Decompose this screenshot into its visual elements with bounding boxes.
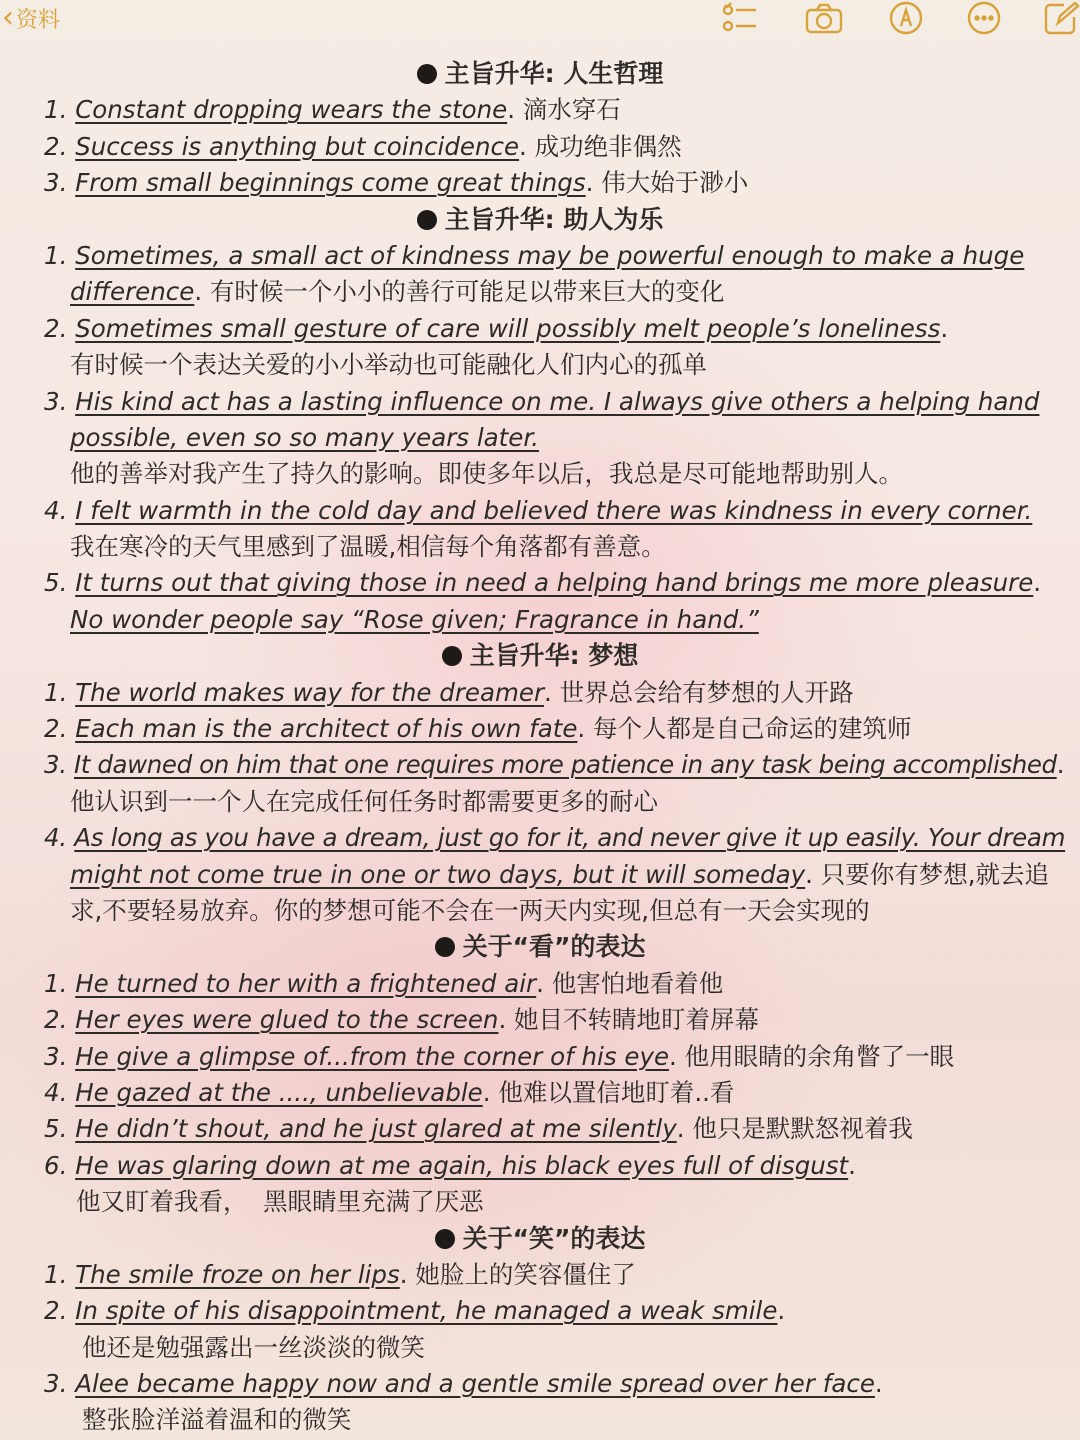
item-number: 4. (44, 495, 68, 525)
chinese-translation: 伟大始于渺小 (601, 168, 749, 198)
item-number: 6. (44, 1150, 68, 1180)
english-phrase: might not come true in one or two days, but it will someday (70, 859, 806, 889)
punct: . (577, 714, 586, 744)
list-item-continuation (0, 347, 1080, 383)
chinese-translation: 滴水穿石 (522, 95, 621, 125)
item-number: 4. (44, 823, 67, 853)
item-number: 1. (44, 968, 68, 998)
heading-text: 主旨升华: 人生哲理 (444, 59, 664, 88)
chinese-translation: 他认识到一一个人在完成任何任务时都需要更多的耐心 (70, 786, 658, 816)
chinese-translation: 他的善举对我产生了持久的影响。即使多年以后，我总是尽可能地帮助别人。 (70, 459, 903, 489)
chinese-translation: 有时候一个表达关爱的小小举动也可能融化人们内心的孤单 (70, 350, 707, 380)
compose-icon[interactable] (1042, 0, 1080, 36)
english-phrase: Each man is the architect of his own fate (75, 714, 578, 744)
english-phrase: In spite of his disappointment, he managed a weak smile (75, 1296, 778, 1326)
chinese-translation: 只要你有梦想,就去追 (820, 859, 1050, 889)
punct: . (507, 95, 516, 125)
item-number: 3. (44, 1041, 68, 1071)
item-number: 5. (44, 1114, 68, 1144)
item-number: 4. (44, 1077, 68, 1107)
punct: . (194, 277, 203, 307)
section-heading (0, 56, 1080, 92)
bullet-dot (435, 937, 455, 957)
english-phrase: No wonder people say “Rose given; Fragrance in hand.” (70, 604, 759, 634)
english-phrase: It dawned on him that one requires more patience in any task being accomplished (73, 750, 1057, 780)
english-phrase: possible, even so so many years later. (70, 422, 539, 452)
item-number: 2. (44, 131, 68, 161)
back-button[interactable] (2, 0, 60, 36)
bullet-dot (417, 64, 437, 84)
english-phrase: The smile froze on her lips (75, 1259, 400, 1289)
list-item (0, 165, 1080, 201)
list-item-continuation (0, 1184, 1080, 1220)
item-number: 3. (44, 386, 68, 416)
punct: . (940, 313, 949, 343)
english-phrase: Her eyes were glued to the screen (75, 1005, 499, 1035)
chinese-translation: 他还是勉强露出一丝淡淡的微笑 (82, 1332, 425, 1362)
english-phrase: He give a glimpse of...from the corner of his eye (75, 1041, 670, 1071)
punct: . (1033, 568, 1042, 598)
chinese-translation: 他害怕地看着他 (551, 968, 724, 998)
list-item-continuation (0, 893, 1080, 929)
list-item-continuation (0, 274, 1080, 310)
chinese-translation: 有时候一个小小的善行可能足以带来巨大的变化 (209, 277, 725, 307)
item-number: 1. (44, 95, 68, 125)
list-item-continuation (0, 420, 1080, 456)
list-item (0, 747, 1080, 783)
english-phrase: His kind act has a lasting influence on me. I always give others a helping hand (75, 386, 1040, 416)
checklist-icon[interactable] (720, 0, 760, 36)
punct: . (519, 131, 527, 161)
bullet-dot (442, 646, 462, 666)
list-item (0, 1366, 1080, 1402)
english-phrase: From small beginnings come great things (75, 168, 586, 198)
heading-text: 主旨升华: 助人为乐 (444, 204, 664, 234)
chinese-translation: 她脸上的笑容僵住了 (415, 1259, 636, 1289)
punct: . (399, 1259, 408, 1289)
list-item (0, 384, 1080, 420)
punct: . (805, 859, 813, 889)
list-item (0, 565, 1080, 601)
english-phrase: He was glaring down at me again, his black eyes full of disgust (75, 1150, 849, 1180)
english-phrase: It turns out that giving those in need a helping hand brings me more pleasure (75, 568, 1034, 598)
section-heading (0, 202, 1080, 238)
punct: . (544, 677, 552, 707)
chevron-left-icon: ‹ (2, 0, 14, 35)
english-phrase: He gazed at the ...., unbelievable (75, 1077, 483, 1107)
list-item-continuation (0, 529, 1080, 565)
list-item-continuation (0, 1330, 1080, 1366)
punct: . (585, 168, 594, 198)
chinese-translation: 求,不要轻易放弃。你的梦想可能不会在一两天内实现,但总有一天会实现的 (70, 895, 870, 925)
english-phrase: He didn’t shout, and he just glared at me silently (75, 1114, 677, 1144)
list-item-continuation (0, 602, 1080, 638)
camera-icon[interactable] (804, 0, 844, 36)
list-item (0, 675, 1080, 711)
chinese-translation: 我在寒冷的天气里感到了温暖,相信每个角落都有善意。 (70, 532, 666, 562)
punct: . (536, 968, 544, 998)
list-item (0, 1111, 1080, 1147)
chinese-translation: 他用眼睛的余角瞥了一眼 (684, 1041, 955, 1071)
section-heading (0, 638, 1080, 674)
heading-text: 主旨升华: 梦想 (469, 641, 639, 671)
list-item (0, 1039, 1080, 1075)
chinese-translation: 他难以置信地盯着..看 (498, 1077, 735, 1107)
section-heading (0, 1221, 1080, 1257)
bullet-dot (417, 210, 437, 230)
heading-text: 关于“笑”的表达 (462, 1223, 646, 1253)
list-item (0, 820, 1080, 856)
section-heading (0, 929, 1080, 965)
more-icon[interactable] (964, 0, 1004, 36)
item-number: 3. (44, 168, 68, 198)
list-item (0, 493, 1080, 529)
list-item (0, 1257, 1080, 1293)
list-item (0, 966, 1080, 1002)
punct: . (498, 1005, 507, 1035)
list-item (0, 311, 1080, 347)
punct: . (669, 1041, 677, 1071)
item-number: 2. (44, 1005, 68, 1035)
chinese-translation: 他只是默默怒视着我 (692, 1114, 913, 1144)
markup-pen-icon[interactable] (886, 0, 926, 36)
punct: . (777, 1296, 786, 1326)
list-item (0, 1002, 1080, 1038)
punct: . (848, 1150, 856, 1180)
list-item (0, 1148, 1080, 1184)
english-phrase: Sometimes small gesture of care will possibly melt people’s loneliness (75, 313, 941, 343)
item-number: 3. (44, 750, 67, 780)
list-item (0, 1293, 1080, 1329)
item-number: 1. (44, 1259, 68, 1289)
list-item (0, 1075, 1080, 1111)
list-item (0, 92, 1080, 128)
list-item (0, 711, 1080, 747)
item-number: 5. (44, 568, 68, 598)
punct: . (676, 1114, 685, 1144)
item-number: 1. (44, 240, 68, 270)
english-phrase: difference (70, 277, 195, 307)
english-phrase: Success is anything but coincidence (75, 131, 520, 161)
bullet-dot (435, 1229, 455, 1249)
punct: . (874, 1369, 883, 1399)
english-phrase: I felt warmth in the cold day and believed there was kindness in every corner. (75, 495, 1033, 525)
english-phrase: He turned to her with a frightened air (75, 968, 537, 998)
list-item-continuation (0, 1402, 1080, 1438)
chinese-translation: 她目不转睛地盯着屏幕 (514, 1005, 760, 1035)
list-item-continuation (0, 784, 1080, 820)
list-item-continuation (0, 456, 1080, 492)
chinese-translation: 整张脸洋溢着温和的微笑 (82, 1405, 352, 1435)
note-body[interactable] (0, 56, 1080, 1439)
item-number: 2. (44, 714, 68, 744)
chinese-translation: 每个人都是自己命运的建筑师 (593, 714, 912, 744)
english-phrase: Sometimes, a small act of kindness may be powerful enough to make a huge (75, 240, 1025, 270)
item-number: 2. (44, 1296, 68, 1326)
heading-text: 关于“看”的表达 (462, 932, 646, 962)
chinese-translation: 成功绝非偶然 (534, 131, 682, 161)
english-phrase: Constant dropping wears the stone (75, 95, 508, 125)
english-phrase: The world makes way for the dreamer (75, 677, 545, 707)
item-number: 1. (44, 677, 68, 707)
notes-toolbar (0, 0, 1080, 40)
item-number: 2. (44, 313, 68, 343)
list-item (0, 238, 1080, 274)
chinese-translation: 他又盯着我看， 黑眼睛里充满了厌恶 (76, 1187, 484, 1217)
list-item (0, 129, 1080, 165)
english-phrase: Alee became happy now and a gentle smile spread over her face (75, 1369, 875, 1399)
back-label: 资料 (16, 7, 61, 33)
punct: . (1056, 750, 1065, 780)
chinese-translation: 世界总会给有梦想的人开路 (559, 677, 854, 707)
item-number: 3. (44, 1369, 68, 1399)
punct: . (482, 1077, 491, 1107)
list-item-continuation (0, 857, 1080, 893)
english-phrase: As long as you have a dream, just go for it, and never give it up easily. Your dream (74, 823, 1066, 853)
